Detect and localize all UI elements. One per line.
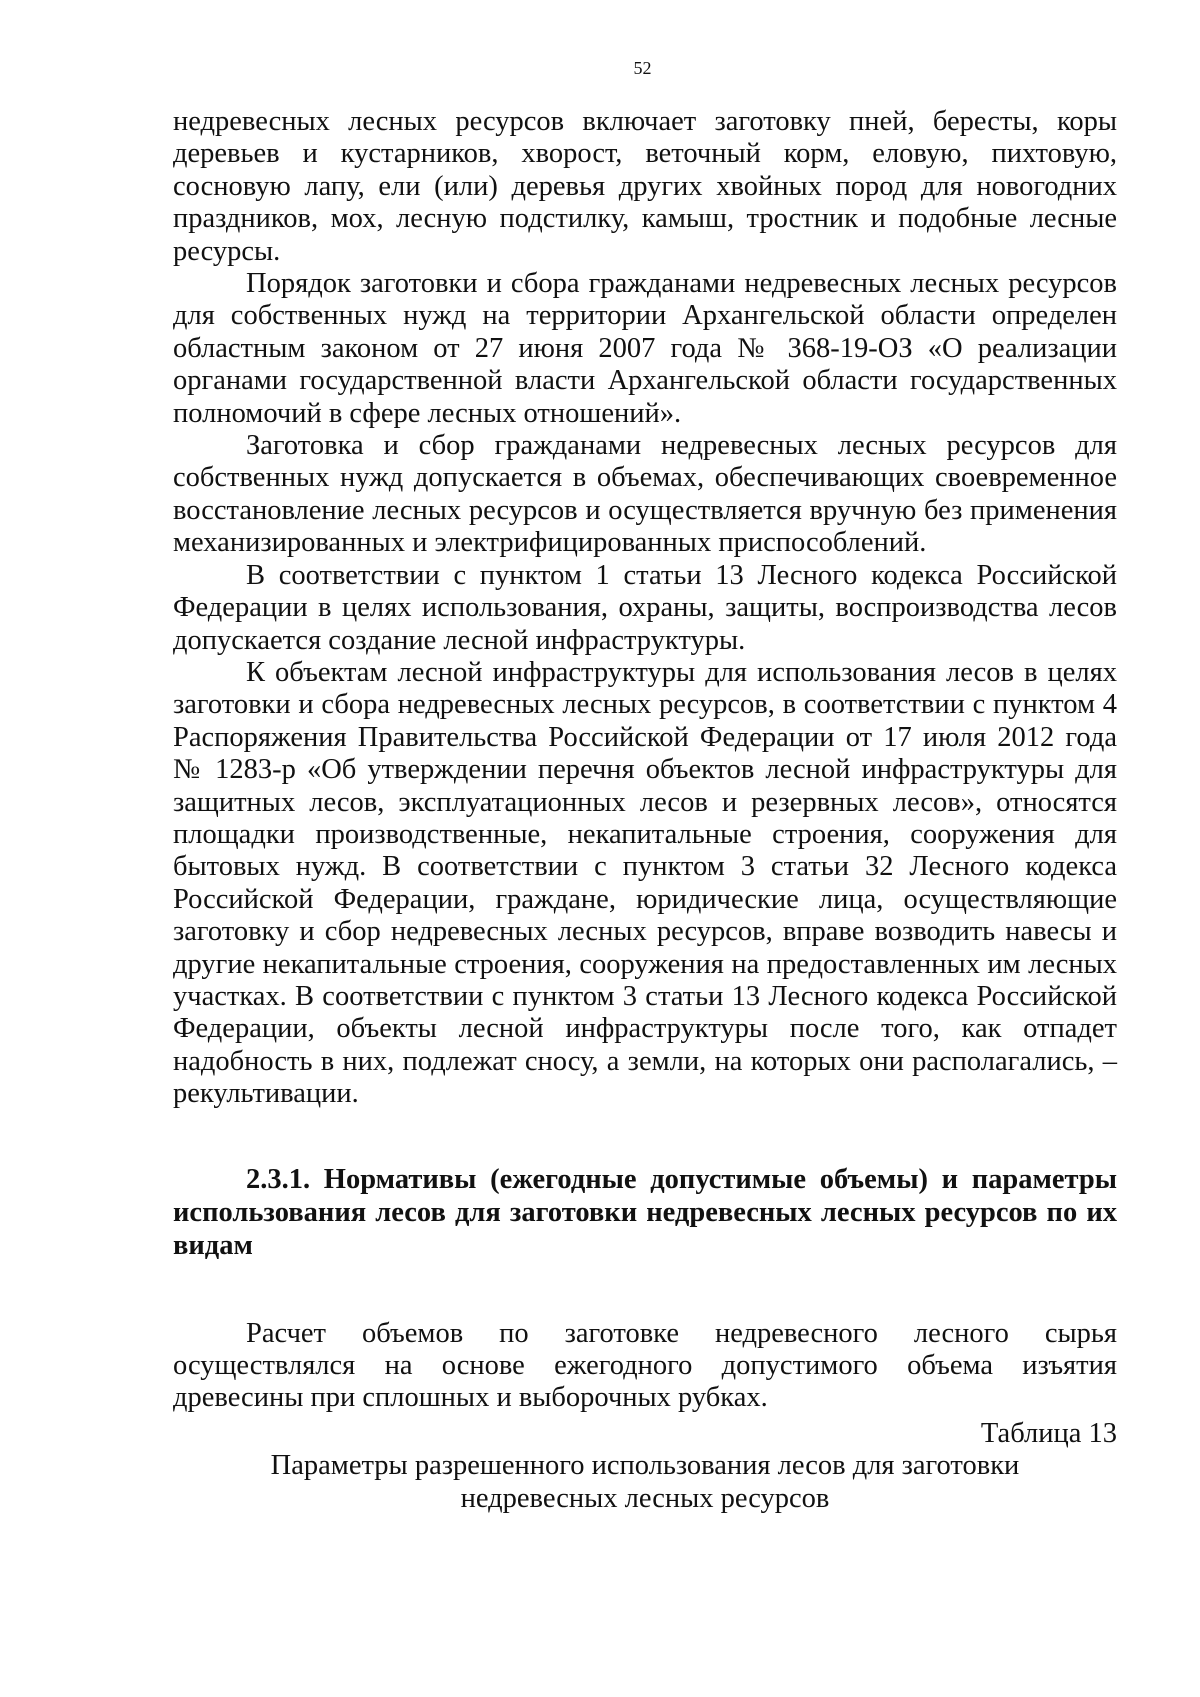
table-title-line-1: Параметры разрешенного использования лесов для заготовки <box>270 1450 1020 1482</box>
paragraph-calculation: Расчет объемов по заготовке недревесного лесного сырья осуществлялся на основе ежегодного допустимого объема изъятия древесины при сплошных и выборочных рубках. <box>173 1317 1117 1414</box>
section-heading: 2.3.1. Нормативы (ежегодные допустимые объемы) и параметры использования лесов для заготовки недревесных лесных ресурсов по их видам <box>173 1163 1117 1261</box>
paragraph-procedure: Порядок заготовки и сбора гражданами недревесных лесных ресурсов для собственных нужд на территории Архангельской области определен областным законом от 27 июня 2007 года № 368-19-ОЗ «О реализации органами государственной власти Архангельской области государственных полномочий в сфере лесных отношений». <box>173 268 1117 429</box>
page-number: 52 <box>633 58 652 78</box>
paragraph-volumes: Заготовка и сбор гражданами недревесных лесных ресурсов для собственных нужд допускается в объемах, обеспечивающих своевременное восстановление лесных ресурсов и осуществляется вручную без применения механизированных и электрифицированных приспособлений. <box>173 430 1117 559</box>
document-body <box>173 106 1117 1515</box>
paragraph-infrastructure-objects: К объектам лесной инфраструктуры для использования лесов в целях заготовки и сбора недревесных лесных ресурсов, в соответствии с пунктом 4 Распоряжения Правительства Российской Федерации от 17 июля 2012 года № 1283-р «Об утверждении перечня объектов лесной инфраструктуры для защитных лесов, эксплуатационных лесов и резервных лесов», относятся площадки производственные, некапитальные строения, сооружения для бытовых нужд. В соответствии с пунктом 3 статьи 32 Лесного кодекса Российской Федерации, граждане, юридические лица, осуществляющие заготовку и сбор недревесных лесных ресурсов, вправе возводить навесы и другие некапитальные строения, сооружения на предоставленных им лесных участках. В соответствии с пунктом 3 статьи 13 Лесного кодекса Российской Федерации, объекты лесной инфраструктуры после того, как отпадет надобность в них, подлежат сносу, а земли, на которых они располагались, – рекультивации. <box>173 656 1117 1110</box>
paragraph-infrastructure: В соответствии с пунктом 1 статьи 13 Лесного кодекса Российской Федерации в целях использования, охраны, защиты, воспроизводства лесов допускается создание лесной инфраструктуры. <box>173 559 1117 656</box>
paragraph-continuation: недревесных лесных ресурсов включает заготовку пней, бересты, коры деревьев и кустарников, хворост, веточный корм, еловую, пихтовую, сосновую лапу, ели (или) деревья других хвойных пород для новогодних праздников, мох, лесную подстилку, камыш, тростник и подобные лесные ресурсы. <box>173 106 1117 267</box>
table-title-line-2: недревесных лесных ресурсов <box>460 1482 830 1514</box>
table-label: Таблица 13 <box>980 1417 1117 1449</box>
